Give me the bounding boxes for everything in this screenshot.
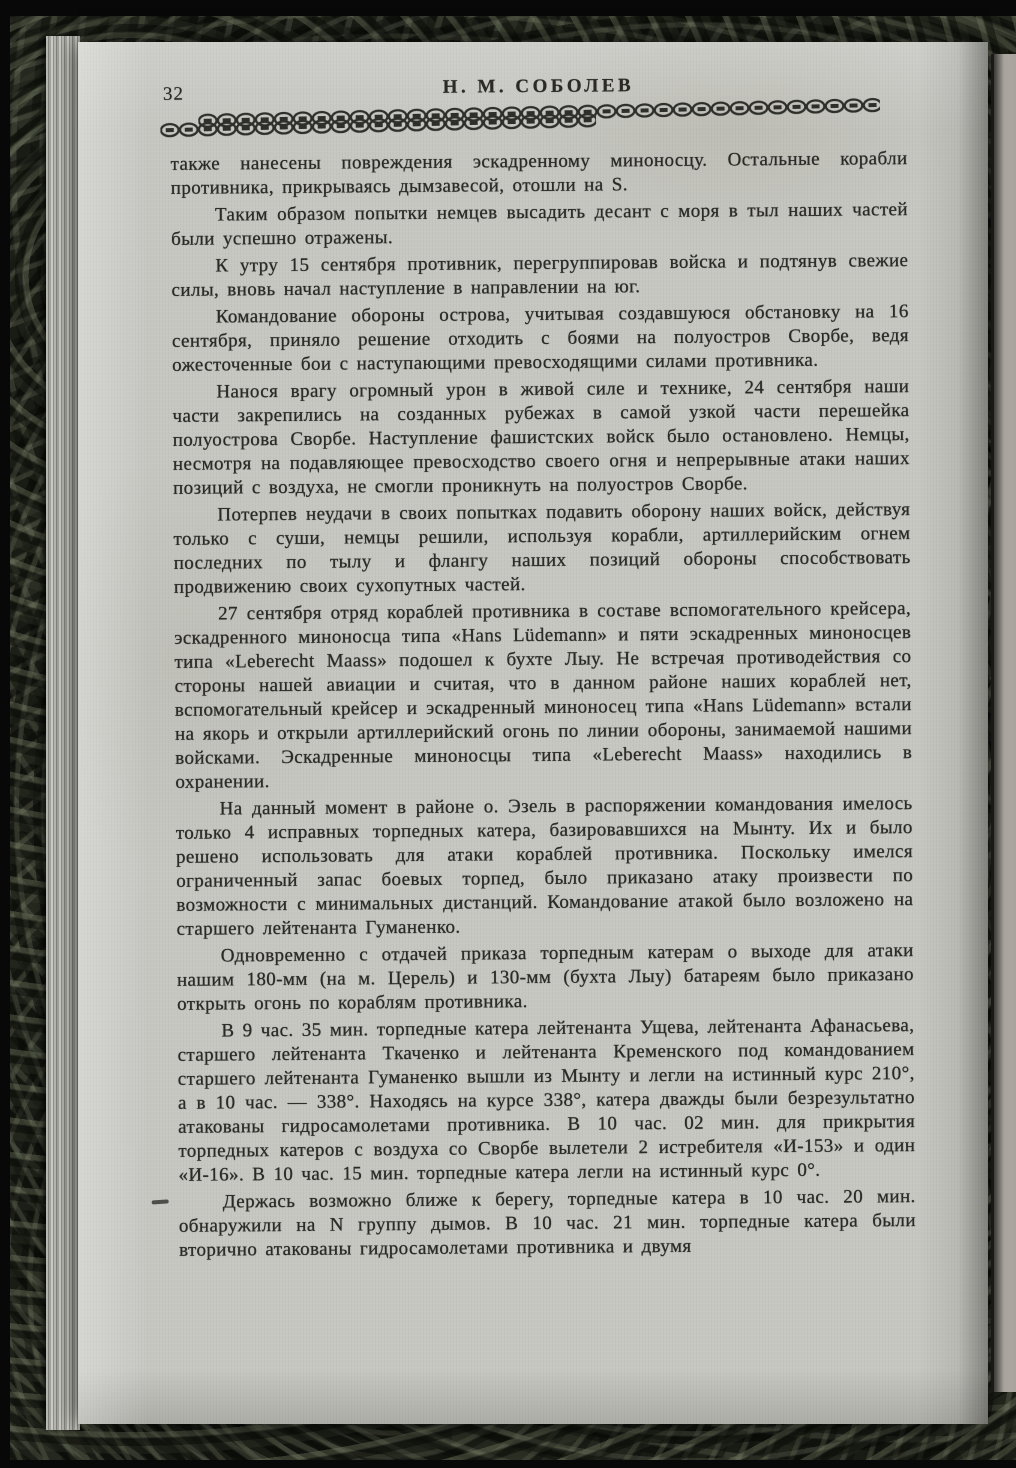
facing-page-edge	[991, 54, 1016, 1392]
book-page	[78, 42, 988, 1424]
paragraph: 27 сентября отряд кораблей противника в составе вспомогательного крейсера, эскадренного миноносца типа «Hans Lüdemann» и пяти эскадренных миноносцев типа «Leberecht Maass» подошел к бухте Лыу. Не встречая противодействия со стороны нашей авиации и считая, что в данном районе наших кораблей нет, вспомогательный крейсер и эскадренный миноносец типа «Hans Lüdemann» встали на якорь и открыли артиллерийский огонь по линии обороны, занимаемой нашими войсками. Эскадренные миноносцы типа «Leberecht Maass» находились в охранении.	[174, 598, 913, 793]
paragraph: Нанося врагу огромный урон в живой силе и технике, 24 сентября наши части закрепились на созданных рубежах в самой узкой части перешейка полуострова Сворбе. Наступление фашистских войск было остановлено. Немцы, несмотря на подавляющее превосходство своего огня и непрерывные атаки наших позиций с воздуха, не смогли проникнуть на полуостров Сворбе.	[172, 376, 910, 499]
running-header: Н. М. СОБОЛЕВ	[442, 75, 635, 98]
paragraph: Держась возможно ближе к берегу, торпедные катера в 10 час. 20 мин. обнаружили на N группу дымов. В 10 час. 21 мин. торпедные катера были вторично атакованы гидросамолетами противника и двумя	[178, 1186, 916, 1261]
chain-ornament-icon	[170, 99, 907, 137]
paragraph: На данный момент в районе о. Эзель в распоряжении командования имелось только 4 исправных торпедных катера, базировавшихся на Мынту. Их и было решено использовать для атаки кораблей противника. Поскольку имелся ограниченный запас боевых торпед, было приказано атаку произвести по возможности с минимальных дистанций. Командование атакой было возложено на старшего лейтенанта Гуманенко.	[175, 793, 914, 940]
page-content	[73, 38, 994, 1427]
paragraph: В 9 час. 35 мин. торпедные катера лейтенанта Ущева, лейтенанта Афанасьева, старшего лейтенанта Ткаченко и лейтенанта Кременского под командованием старшего лейтенанта Гуманенко вышли из Мынту и легли на истинный курс 210°, а в 10 час. — 338°. Находясь на курсе 338°, катера дважды были безрезультатно атакованы гидросамолетами противника. В 10 час. 02 мин. для прикрытия торпедных катеров с воздуха со Сворбе вылетели 2 истребителя «И-153» и один «И-16». В 10 час. 15 мин. торпедные катера легли на истинный курс 0°.	[177, 1015, 916, 1186]
body-text	[170, 147, 916, 1263]
page-number: 32	[162, 83, 185, 105]
paragraph: Командование обороны острова, учитывая создавшуюся обстановку на 16 сентября, приняло решение отходить с боями на полуостров Сворбе, ведя ожесточенные бои с наступающими превосходящими силами противника.	[171, 301, 909, 376]
paragraph: Таким образом попытки немцев высадить десант с моря в тыл наших частей были успешно отражены.	[171, 199, 908, 250]
paragraph: Одновременно с отдачей приказа торпедным катерам о выходе для атаки нашим 180-мм (на м. Церель) и 130-мм (бухта Лыу) батареям было приказано открыть огонь по кораблям противника.	[176, 940, 914, 1015]
paragraph: также нанесены повреждения эскадренному миноносцу. Остальные корабли противника, прикрываясь дымзавесой, отошли на S.	[170, 148, 908, 199]
paragraph: Потерпев неудачи в своих попытках подавить оборону наших войск, действуя только с суши, немцы решили, используя корабли, артиллерийским огнем последних по тылу и флангу наших позиций обороны способствовать продвижению своих сухопутных частей.	[173, 499, 911, 598]
paragraph: К утру 15 сентября противник, перегруппировав войска и подтянув свежие силы, вновь начал наступление в направлении на юг.	[171, 250, 909, 301]
